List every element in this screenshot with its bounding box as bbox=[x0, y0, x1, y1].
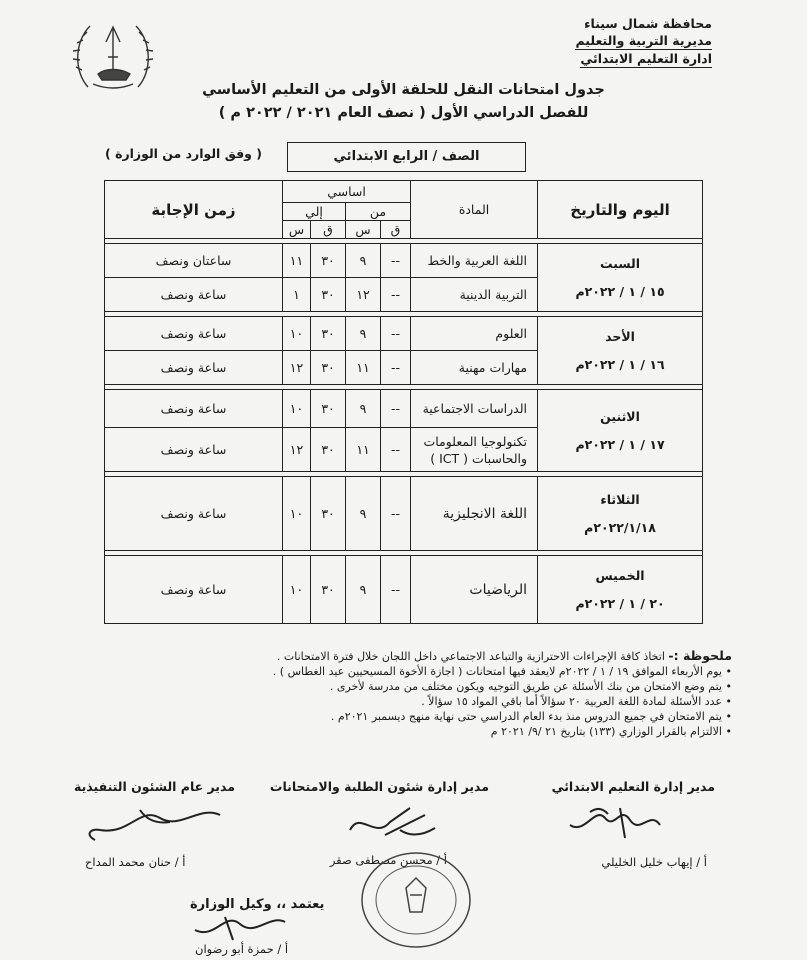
day-cell: السبت ١٥ / ١ / ٢٠٢٢م bbox=[538, 244, 703, 312]
official-stamp-icon bbox=[360, 850, 472, 950]
to-s-cell: ١٢ bbox=[283, 351, 311, 385]
header-to: إلي bbox=[283, 203, 346, 221]
primary-director-title: مدير إدارة التعليم الابتدائي bbox=[551, 779, 715, 794]
approval-title: يعتمد ،، وكيل الوزارة bbox=[190, 897, 325, 912]
from-s-cell: ٩ bbox=[346, 244, 381, 278]
header-to-q: ق bbox=[311, 221, 346, 239]
to-s-cell: ١٢ bbox=[283, 428, 311, 472]
to-q-cell: ٣٠ bbox=[311, 317, 346, 351]
duration-cell: ساعتان ونصف bbox=[105, 244, 283, 278]
affairs-signature-icon bbox=[340, 800, 450, 845]
table-row bbox=[105, 556, 703, 624]
ministry-reference: ( وفق الوارد من الوزارة ) bbox=[105, 146, 262, 161]
from-s-cell: ١١ bbox=[346, 351, 381, 385]
duration-cell: ساعة ونصف bbox=[105, 428, 283, 472]
to-s-cell: ١ bbox=[283, 278, 311, 312]
header-subject: المادة bbox=[411, 181, 538, 239]
table-row bbox=[105, 244, 703, 278]
from-q-cell: -- bbox=[381, 390, 411, 428]
executive-signature-icon bbox=[80, 800, 230, 850]
to-q-cell: ٣٠ bbox=[311, 390, 346, 428]
subject-cell: العلوم bbox=[411, 317, 538, 351]
note-item: عدد الأسئلة لمادة اللغة العربية ٢٠ سؤالاً أما باقي المواد ١٥ سؤالاً . bbox=[421, 695, 722, 708]
duration-cell: ساعة ونصف bbox=[105, 477, 283, 551]
executive-director-title: مدير عام الشئون التنفيذية bbox=[74, 779, 235, 794]
grade-label: الصف / الرابع الابتدائي bbox=[287, 142, 526, 172]
notes-section: ملحوظة :- اتخاذ كافة الإجراءات الاحترازية والتباعد الاجتماعي داخل اللجان خلال فترة الامتحانات . • يوم الأربعاء الموافق ١٩ / ١ / ٢٠٢٢م لايعقد فيها امتحانات ( اجازة الأخوة المسيحيين عيد الغطاس ) . • يتم وضع الامتحان من بنك الأسئلة عن طريق التوجيه ويكون مختلف من مدرسة لأخرى . • عدد الأسئلة لمادة اللغة العربية ٢٠ سؤالاً أما باقي المواد ١٥ سؤالاً . • يتم الامتحان في جميع الدروس منذ بدء العام الدراسي حتى نهاية منهج ديسمبر ٢٠٢١م . • الالتزام بالقرار الوزاري (١٣٣) بتاريخ ٢١ /٩/ ٢٠٢١ م bbox=[272, 648, 732, 738]
to-s-cell: ١٠ bbox=[283, 317, 311, 351]
primary-signature-icon bbox=[560, 800, 670, 845]
day-cell: الثلاثاء ٢٠٢٢/١/١٨م bbox=[538, 477, 703, 551]
to-s-cell: ١٠ bbox=[283, 556, 311, 624]
duration-cell: ساعة ونصف bbox=[105, 351, 283, 385]
approval-signature-icon bbox=[185, 912, 295, 944]
to-s-cell: ١٠ bbox=[283, 477, 311, 551]
from-q-cell: -- bbox=[381, 477, 411, 551]
duration-cell: ساعة ونصف bbox=[105, 278, 283, 312]
from-q-cell: -- bbox=[381, 244, 411, 278]
table-row bbox=[105, 390, 703, 428]
affairs-director-title: مدير إدارة شئون الطلبة والامتحانات bbox=[269, 779, 489, 794]
from-s-cell: ٩ bbox=[346, 390, 381, 428]
subject-cell: تكنولوجيا المعلومات والحاسبات ( ICT ) bbox=[411, 428, 538, 472]
header-basic: اساسي bbox=[283, 181, 411, 203]
note-item: يتم الامتحان في جميع الدروس منذ بدء العام الدراسي حتى نهاية منهج ديسمبر ٢٠٢١م . bbox=[330, 710, 722, 723]
subject-cell: مهارات مهنية bbox=[411, 351, 538, 385]
directorate: مديرية التربية والتعليم bbox=[575, 33, 712, 48]
day-cell: الأحد ١٦ / ١ / ٢٠٢٢م bbox=[538, 317, 703, 385]
day-cell: الخميس ٢٠ / ١ / ٢٠٢٢م bbox=[538, 556, 703, 624]
subject-cell: اللغة الانجليزية bbox=[411, 477, 538, 551]
to-q-cell: ٣٠ bbox=[311, 351, 346, 385]
schedule-title: جدول امتحانات النقل للحلقة الأولى من التعليم الأساسي bbox=[202, 82, 605, 98]
note-item: اتخاذ كافة الإجراءات الاحترازية والتباعد الاجتماعي داخل اللجان خلال فترة الامتحانات . bbox=[276, 650, 665, 663]
approval-name: أ / حمزة أبو رضوان bbox=[195, 942, 289, 956]
executive-director-name: أ / حنان محمد المداح bbox=[85, 855, 186, 869]
from-q-cell: -- bbox=[381, 428, 411, 472]
header-from-q: ق bbox=[381, 221, 411, 239]
subject-cell: الدراسات الاجتماعية bbox=[411, 390, 538, 428]
duration-cell: ساعة ونصف bbox=[105, 317, 283, 351]
table-row bbox=[105, 477, 703, 551]
subject-cell: الرياضيات bbox=[411, 556, 538, 624]
table-row bbox=[105, 317, 703, 351]
from-q-cell: -- bbox=[381, 351, 411, 385]
from-s-cell: ٩ bbox=[346, 477, 381, 551]
to-q-cell: ٣٠ bbox=[311, 428, 346, 472]
primary-director-name: أ / إيهاب خليل الخليلي bbox=[601, 855, 707, 869]
to-q-cell: ٣٠ bbox=[311, 244, 346, 278]
subject-cell: التربية الدينية bbox=[411, 278, 538, 312]
from-q-cell: -- bbox=[381, 556, 411, 624]
from-q-cell: -- bbox=[381, 317, 411, 351]
duration-cell: ساعة ونصف bbox=[105, 556, 283, 624]
exam-schedule-table bbox=[104, 180, 703, 624]
header-to-s: س bbox=[283, 221, 311, 239]
header-block bbox=[452, 15, 712, 68]
header-day-date: اليوم والتاريخ bbox=[538, 181, 703, 239]
governorate: محافظة شمال سيناء bbox=[584, 16, 712, 31]
affairs-director-name: أ / محسن مصطفى صقر bbox=[329, 853, 447, 867]
header-from-s: س bbox=[346, 221, 381, 239]
notes-label: ملحوظة :- bbox=[668, 648, 732, 663]
to-s-cell: ١٠ bbox=[283, 390, 311, 428]
to-s-cell: ١١ bbox=[283, 244, 311, 278]
header-duration: زمن الإجابة bbox=[105, 181, 283, 239]
day-cell: الاثنين ١٧ / ١ / ٢٠٢٢م bbox=[538, 390, 703, 472]
to-q-cell: ٣٠ bbox=[311, 477, 346, 551]
from-s-cell: ١١ bbox=[346, 428, 381, 472]
subject-cell: اللغة العربية والخط bbox=[411, 244, 538, 278]
note-item: يوم الأربعاء الموافق ١٩ / ١ / ٢٠٢٢م لايعقد فيها امتحانات ( اجازة الأخوة المسيحيين عيد الغطاس ) . bbox=[272, 665, 722, 678]
header-from: من bbox=[346, 203, 411, 221]
to-q-cell: ٣٠ bbox=[311, 278, 346, 312]
note-item: يتم وضع الامتحان من بنك الأسئلة عن طريق التوجيه ويكون مختلف من مدرسة لأخرى . bbox=[329, 680, 722, 693]
duration-cell: ساعة ونصف bbox=[105, 390, 283, 428]
note-item: الالتزام بالقرار الوزاري (١٣٣) بتاريخ ٢١ /٩/ ٢٠٢١ م bbox=[490, 725, 722, 738]
department: ادارة التعليم الابتدائي bbox=[580, 51, 712, 66]
from-q-cell: -- bbox=[381, 278, 411, 312]
semester-title: للفصل الدراسي الأول ( نصف العام ٢٠٢١ / ٢٠٢٢ م ) bbox=[218, 105, 589, 121]
from-s-cell: ١٢ bbox=[346, 278, 381, 312]
from-s-cell: ٩ bbox=[346, 556, 381, 624]
from-s-cell: ٩ bbox=[346, 317, 381, 351]
to-q-cell: ٣٠ bbox=[311, 556, 346, 624]
